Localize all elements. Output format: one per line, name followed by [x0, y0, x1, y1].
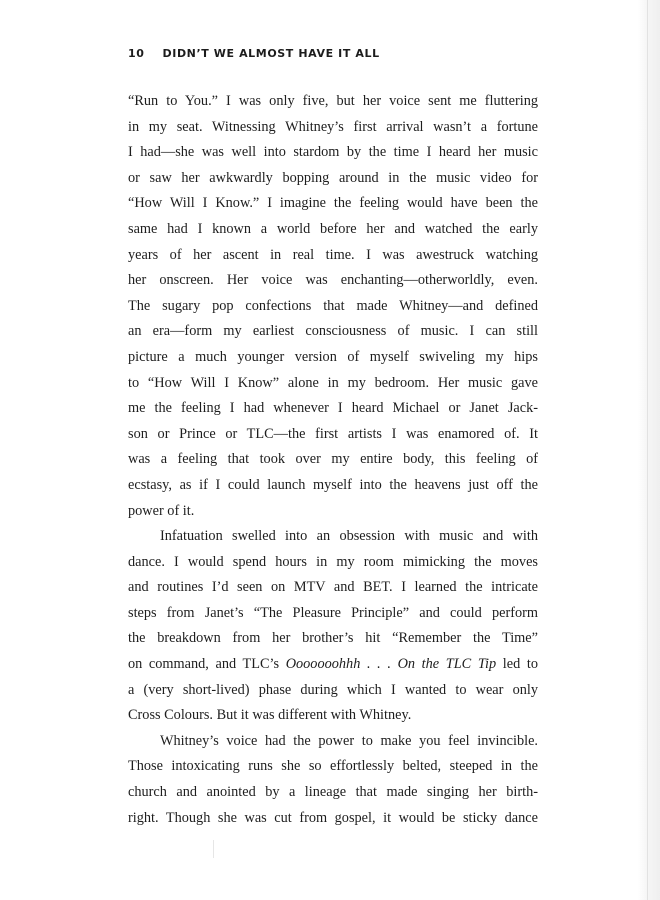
text-line: or saw her awkwardly bopping around in the music video for	[128, 169, 538, 186]
text-line: “How Will I Know.” I imagine the feeling would have been the	[128, 195, 538, 212]
text-line: son or Prince or TLC—the first artists I was enamored of. It	[128, 425, 538, 442]
paragraph-3	[128, 729, 538, 831]
text-line: right. Though she was cut from gospel, it would be sticky dance	[128, 809, 538, 826]
text-line: steps from Janet’s “The Pleasure Principle” and could perform	[128, 604, 538, 621]
text-line: same had I known a world before her and watched the early	[128, 220, 538, 237]
scan-mark	[213, 840, 214, 858]
text-line: “Run to You.” I was only five, but her voice sent me fluttering	[128, 93, 538, 109]
page-edge-shadow	[638, 0, 660, 900]
page-number: 10	[128, 47, 145, 60]
text-line: was a feeling that took over my entire body, this feeling of	[128, 451, 538, 468]
text-line: years of her ascent in real time. I was awestruck watching	[128, 246, 538, 263]
text-line: a (very short-lived) phase during which I wanted to wear only	[128, 681, 538, 698]
running-head	[128, 47, 380, 60]
text-line: her onscreen. Her voice was enchanting—otherworldly, even.	[128, 272, 538, 289]
text-line: in my seat. Witnessing Whitney’s first arrival wasn’t a fortune	[128, 118, 538, 135]
text-fragment: led to	[496, 656, 538, 673]
text-line: Whitney’s voice had the power to make you feel invincible.	[160, 732, 538, 749]
text-fragment: on command, and TLC’s	[128, 656, 286, 673]
body-text	[128, 89, 538, 831]
text-line: an era—form my earliest consciousness of music. I can still	[128, 323, 538, 340]
text-line: picture a much younger version of myself swiveling my hips	[128, 348, 538, 365]
chapter-title: DIDN’T WE ALMOST HAVE IT ALL	[162, 47, 380, 60]
paragraph-1	[128, 89, 538, 524]
text-line: Cross Colours. But it was different with Whitney.	[128, 707, 412, 724]
text-line: power of it.	[128, 502, 195, 519]
text-line: me the feeling I had whenever I heard Michael or Janet Jack-	[128, 400, 538, 417]
text-line: Infatuation swelled into an obsession with music and with	[160, 528, 538, 545]
text-line: to “How Will I Know” alone in my bedroom. Her music gave	[128, 374, 538, 391]
text-line: dance. I would spend hours in my room mimicking the moves	[128, 553, 538, 570]
text-line: church and anointed by a lineage that made singing her birth-	[128, 784, 538, 801]
album-title-italic: Ooooooohhh . . . On the TLC Tip	[285, 656, 497, 673]
text-line: ecstasy, as if I could launch myself into the heavens just off the	[128, 476, 538, 493]
text-line: and routines I’d seen on MTV and BET. I learned the intricate	[128, 579, 538, 596]
paragraph-2	[128, 524, 538, 729]
text-line: Those intoxicating runs she so effortlessly belted, steeped in the	[128, 758, 538, 775]
text-line-with-italic	[128, 652, 538, 678]
text-line: the breakdown from her brother’s hit “Remember the Time”	[128, 630, 538, 647]
text-line: The sugary pop confections that made Whitney—and defined	[128, 297, 538, 314]
text-line: I had—she was well into stardom by the time I heard her music	[128, 144, 538, 161]
